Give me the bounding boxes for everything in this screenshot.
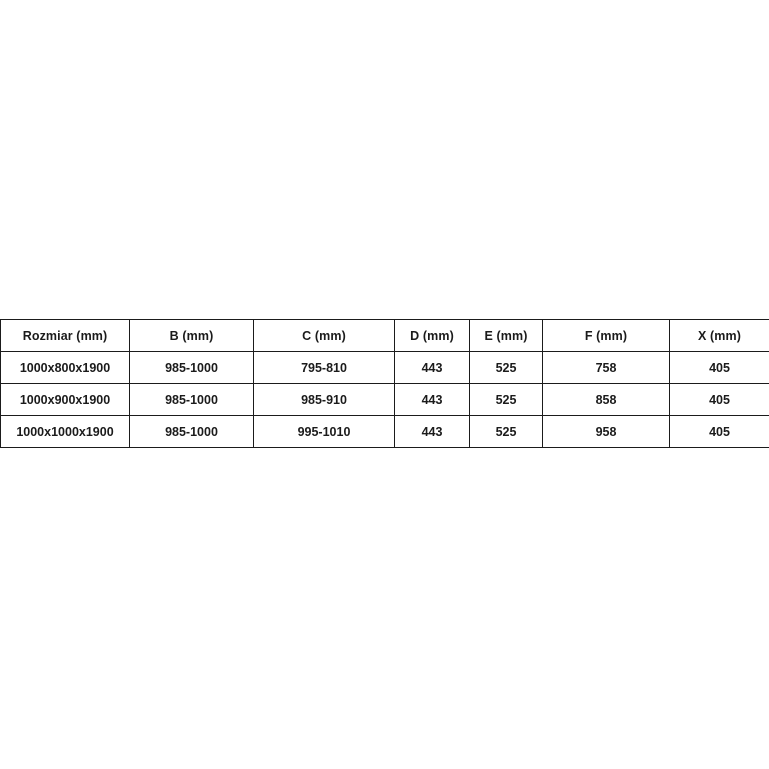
column-header-c: C (mm) [254, 320, 395, 352]
cell-size: 1000x1000x1900 [1, 416, 130, 448]
table-row [1, 384, 769, 416]
column-header-d: D (mm) [395, 320, 470, 352]
cell-size: 1000x800x1900 [1, 352, 130, 384]
cell-size: 1000x900x1900 [1, 384, 130, 416]
cell-c: 995-1010 [254, 416, 395, 448]
cell-x: 405 [670, 416, 769, 448]
specification-table [0, 319, 769, 448]
column-header-x: X (mm) [670, 320, 769, 352]
cell-e: 525 [470, 416, 543, 448]
cell-d: 443 [395, 352, 470, 384]
cell-b: 985-1000 [130, 384, 254, 416]
cell-f: 758 [543, 352, 670, 384]
table-row [1, 416, 769, 448]
cell-b: 985-1000 [130, 352, 254, 384]
column-header-size: Rozmiar (mm) [1, 320, 130, 352]
cell-x: 405 [670, 352, 769, 384]
cell-d: 443 [395, 416, 470, 448]
table-row [1, 352, 769, 384]
table-header [1, 320, 769, 352]
cell-x: 405 [670, 384, 769, 416]
cell-d: 443 [395, 384, 470, 416]
cell-e: 525 [470, 384, 543, 416]
specification-table-container [0, 319, 769, 448]
column-header-e: E (mm) [470, 320, 543, 352]
cell-f: 958 [543, 416, 670, 448]
cell-c: 985-910 [254, 384, 395, 416]
table-body [1, 352, 769, 448]
cell-f: 858 [543, 384, 670, 416]
cell-b: 985-1000 [130, 416, 254, 448]
column-header-b: B (mm) [130, 320, 254, 352]
cell-c: 795-810 [254, 352, 395, 384]
cell-e: 525 [470, 352, 543, 384]
column-header-f: F (mm) [543, 320, 670, 352]
table-header-row [1, 320, 769, 352]
